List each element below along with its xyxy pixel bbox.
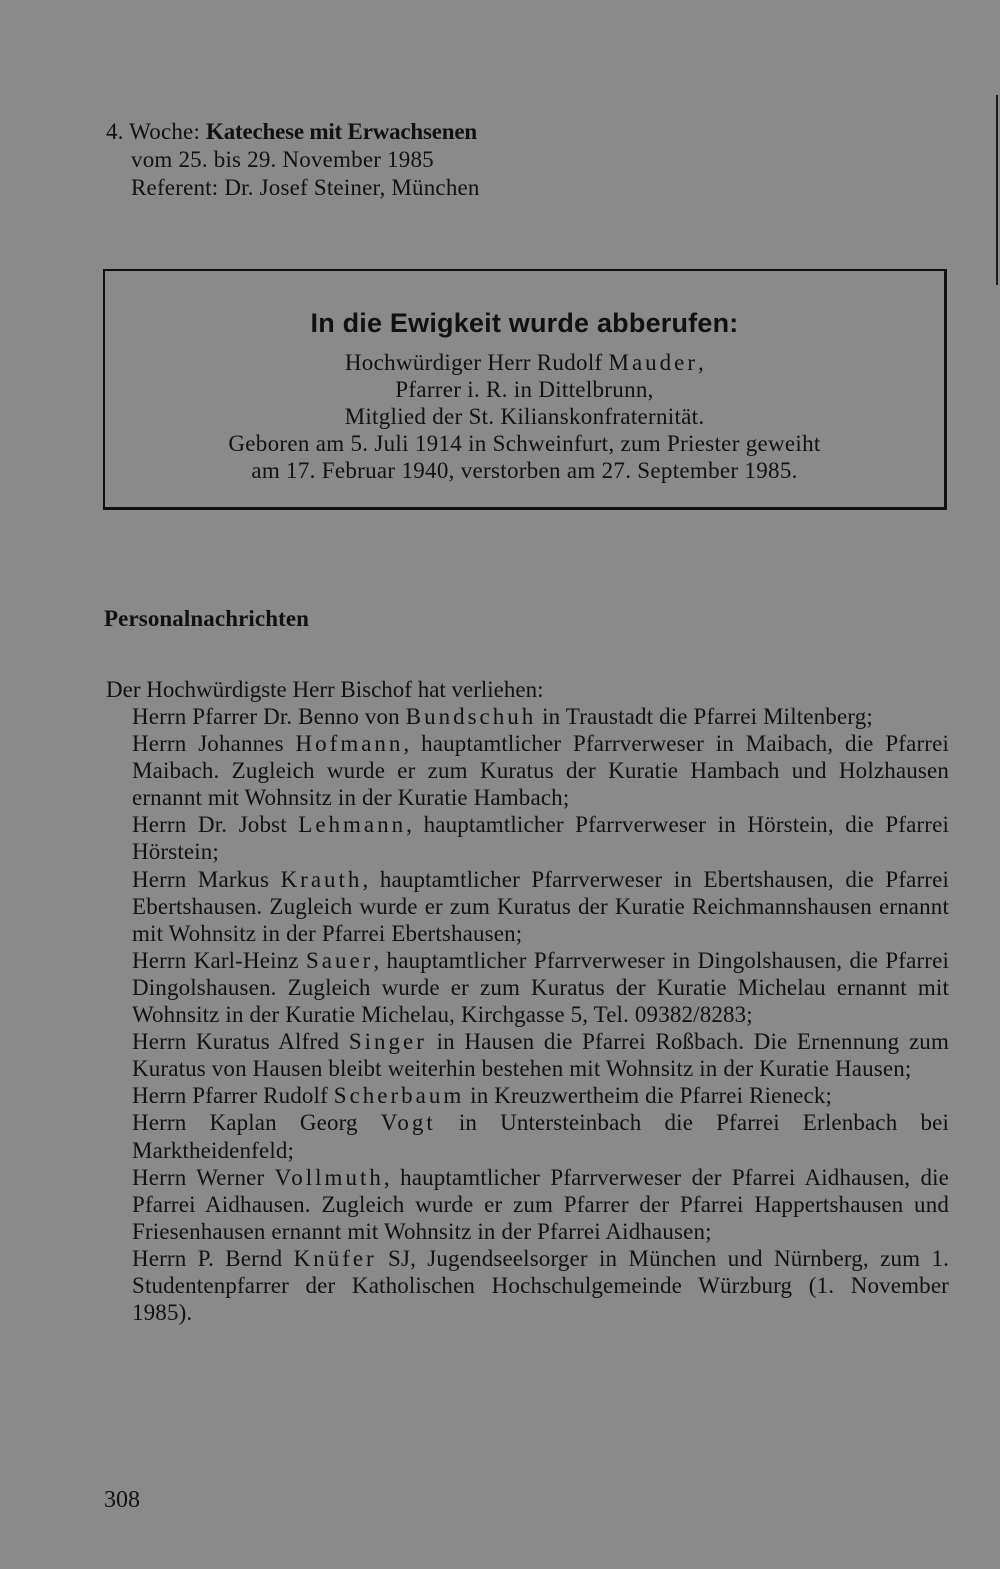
appointment-entry <box>132 1245 949 1326</box>
week-label: 4. Woche: <box>106 119 201 144</box>
obituary-line-1-prefix: Hochwürdiger Herr Rudolf <box>344 350 609 375</box>
obituary-deceased-name: Mauder <box>608 350 699 375</box>
appointment-entry <box>132 947 949 1028</box>
entry-person-name: Hofmann <box>295 731 404 757</box>
obituary-line-3: Mitglied der St. Kilianskonfraternität. <box>344 404 705 429</box>
entry-text-prefix: Herrn Dr. Jobst <box>132 812 299 838</box>
appointment-list <box>132 703 949 1326</box>
entry-text-prefix: Herrn P. Bernd <box>132 1245 294 1271</box>
entry-text-prefix: Herrn Johannes <box>132 731 296 757</box>
entry-text-suffix: , hauptamtlicher Pfarrverweser in Hörstein, die Pfarrei Hörstein; <box>132 812 949 865</box>
entry-person-name: Bundschuh <box>405 704 537 729</box>
week-announcement <box>106 118 480 202</box>
obituary-line-1-suffix: , <box>698 350 705 375</box>
entry-text-prefix: Herrn Markus <box>132 866 281 892</box>
entry-text-prefix: Herrn Kuratus Alfred <box>132 1029 349 1055</box>
entry-person-name: Scherbaum <box>333 1083 465 1109</box>
entry-person-name: Krauth <box>280 866 363 892</box>
entry-text-prefix: Herrn Karl-Heinz <box>132 947 306 973</box>
page-number: 308 <box>104 1487 140 1513</box>
entry-text-suffix: , hauptamtlicher Pfarrverweser in Maibach, die Pfarrei Maibach. Zugleich wurde er zum Kuratus der Kuratie Hambach und Holzhausen ernannt mit Wohnsitz in der Kuratie Hambach; <box>132 731 949 811</box>
entry-person-name: Singer <box>348 1029 427 1055</box>
week-title-line <box>106 118 480 146</box>
entry-text-suffix: in Hausen die Pfarrei Roßbach. Die Ernennung zum Kuratus von Hausen bleibt weiterhin bestehen mit Wohnsitz in der Kuratie Hausen; <box>132 1029 950 1082</box>
entry-text-suffix: in Kreuzwertheim die Pfarrei Rieneck; <box>464 1083 833 1109</box>
entry-text-suffix: in Traustadt die Pfarrei Miltenberg; <box>536 704 873 729</box>
week-topic: Katechese mit Erwachsenen <box>206 119 477 144</box>
entry-text-suffix: , hauptamtlicher Pfarrverweser in Dingolshausen, die Pfarrei Dingolshausen. Zugleich wurde er zum Kuratus der Kuratie Michelau ernannt mit Wohnsitz in der Kuratie Michelau, Kirchgasse 5, Tel. 09382/8283; <box>132 947 949 1028</box>
entry-text-suffix: SJ, Jugendseelsorger in München und Nürnberg, zum 1. Studentenpfarrer der Katholischen Hochschulgemeinde Würzburg (1. November 1985). <box>132 1245 950 1326</box>
obituary-box <box>103 269 947 510</box>
week-date: vom 25. bis 29. November 1985 <box>131 147 434 172</box>
obituary-title: In die Ewigkeit wurde abberufen: <box>310 308 739 338</box>
entry-person-name: Knüfer <box>293 1245 377 1271</box>
entry-text-suffix: , hauptamtlicher Pfarrverweser der Pfarrei Aidhausen, die Pfarrei Aidhausen. Zugleich wurde er zum Pfarrer der Pfarrei Happertshausen und Friesenhausen ernannt mit Wohnsitz in der Pfarrei Aidhausen; <box>132 1164 949 1244</box>
appointment-entry <box>132 1082 949 1109</box>
scan-edge-line <box>996 95 998 285</box>
section-intro: Der Hochwürdigste Herr Bischof hat verliehen: <box>106 677 544 702</box>
entry-person-name: Vogt <box>380 1110 436 1136</box>
entry-text-prefix: Herrn Werner <box>132 1164 275 1190</box>
obituary-line-2: Pfarrer i. R. in Dittelbrunn, <box>395 377 654 402</box>
appointment-entry <box>132 1028 949 1082</box>
appointment-entry <box>132 1109 949 1163</box>
obituary-line-4: Geboren am 5. Juli 1914 in Schweinfurt, zum Priester geweiht <box>228 431 821 456</box>
appointment-entry <box>132 1164 949 1245</box>
entry-person-name: Vollmuth <box>274 1164 384 1190</box>
appointment-entry <box>132 730 949 811</box>
obituary-body <box>105 349 944 484</box>
entry-text-prefix: Herrn Kaplan Georg <box>132 1110 381 1136</box>
appointment-entry <box>132 703 949 730</box>
entry-text-suffix: , hauptamtlicher Pfarrverweser in Ebertshausen, die Pfarrei Ebertshausen. Zugleich wurde er zum Kuratus der Kuratie Reichmannshausen ernannt mit Wohnsitz in der Pfarrei Ebertshausen; <box>132 866 950 946</box>
entry-text-prefix: Herrn Pfarrer Dr. Benno von <box>132 704 406 729</box>
entry-text-prefix: Herrn Pfarrer Rudolf <box>132 1083 334 1109</box>
section-heading: Personalnachrichten <box>104 606 310 631</box>
appointment-entry <box>132 866 949 947</box>
week-speaker: Referent: Dr. Josef Steiner, München <box>131 175 480 200</box>
entry-person-name: Sauer <box>305 947 374 973</box>
obituary-line-1 <box>105 349 944 376</box>
appointment-entry <box>132 811 949 865</box>
obituary-line-5: am 17. Februar 1940, verstorben am 27. September 1985. <box>251 458 798 483</box>
entry-person-name: Lehmann <box>298 812 407 838</box>
entry-text-suffix: in Untersteinbach die Pfarrei Erlenbach bei Marktheidenfeld; <box>132 1110 950 1163</box>
